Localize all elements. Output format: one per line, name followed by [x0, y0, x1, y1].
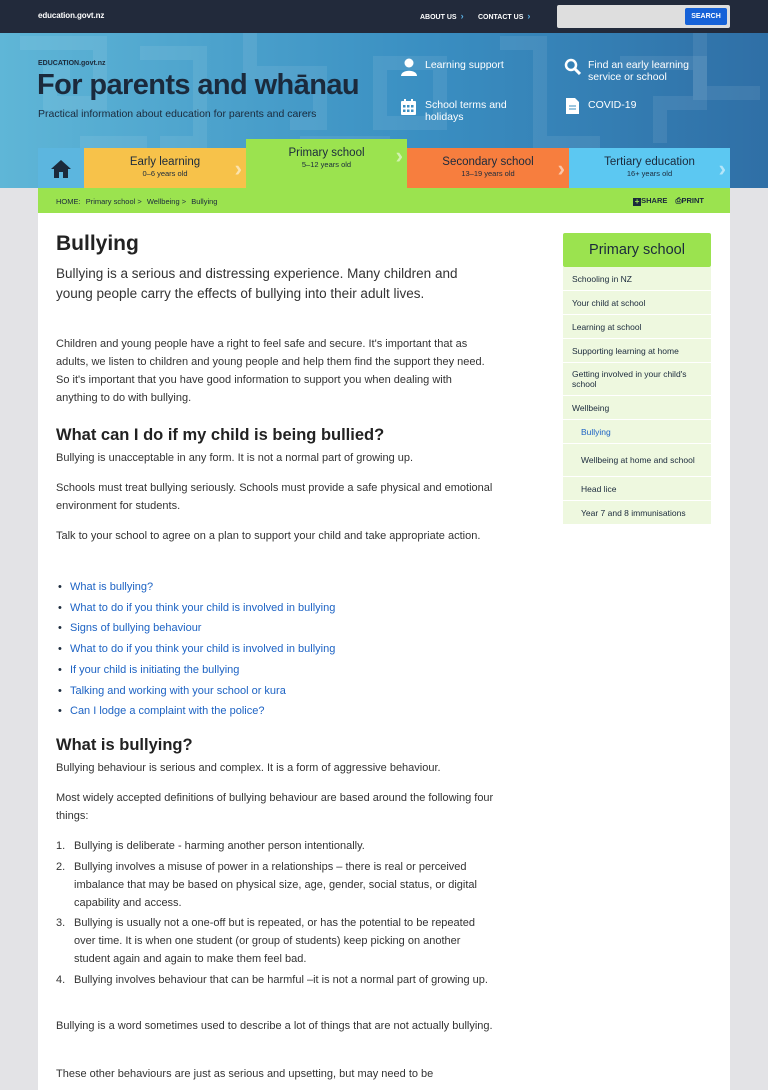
- list-item: 3. Bullying is usually not a one-off but is repeated, or has the potential to be repeated over time. It is when one student (or group of students) keep picking on another student again and again to make them feel bad.: [56, 917, 475, 966]
- article-link[interactable]: • Can I lodge a complaint with the police?: [70, 701, 335, 722]
- sidebar-item-schooling-in-nz[interactable]: Schooling in NZ: [563, 267, 711, 291]
- home-tab[interactable]: [38, 148, 84, 188]
- chevron-right-icon: ›: [234, 156, 242, 181]
- search-button[interactable]: SEARCH: [685, 8, 727, 25]
- document-icon: [566, 98, 579, 114]
- chevron-right-icon: ›: [460, 11, 464, 21]
- breadcrumb-item[interactable]: Wellbeing >: [146, 197, 187, 206]
- tab-primary-school[interactable]: Primary school 5–12 years old ›: [246, 139, 407, 188]
- sidebar-item-bullying[interactable]: Bullying: [563, 420, 711, 444]
- article-lead: Bullying is a serious and distressing experience. Many children and young people carry the effects of bullying into their adult lives.: [56, 266, 458, 301]
- sidebar-item-your-child-at-school[interactable]: Your child at school: [563, 291, 711, 315]
- printer-icon: ⎙: [675, 196, 682, 205]
- chevron-right-icon: ›: [557, 156, 565, 181]
- chevron-right-icon: ›: [527, 11, 531, 21]
- article-link[interactable]: • If your child is initiating the bullying: [70, 660, 335, 681]
- plus-icon: +: [634, 197, 640, 206]
- article-title: Bullying: [56, 232, 139, 255]
- share-button[interactable]: + SHARE: [634, 196, 668, 206]
- breadcrumb-item[interactable]: Primary school >: [85, 197, 142, 206]
- breadcrumb-home[interactable]: HOME:: [56, 197, 81, 206]
- breadcrumb-bar: [38, 188, 730, 213]
- tab-secondary-school[interactable]: Secondary school 13–19 years old ›: [407, 148, 569, 188]
- sidebar-item-immunisations[interactable]: Year 7 and 8 immunisations: [563, 501, 711, 525]
- page-title: For parents and whānau: [37, 69, 359, 101]
- share-print: [633, 196, 704, 206]
- breadcrumb: [56, 197, 220, 206]
- search-input[interactable]: [557, 5, 730, 28]
- person-icon: [401, 58, 417, 76]
- chevron-right-icon: ›: [395, 143, 403, 168]
- article-link[interactable]: • Talking and working with your school or kura: [70, 681, 335, 702]
- contact-us-link[interactable]: CONTACT US ›: [478, 11, 531, 21]
- article-link[interactable]: • What to do if you think your child is involved in bullying: [70, 598, 335, 619]
- paragraph: Talk to your school to agree on a plan to support your child and take appropriate action.: [56, 530, 481, 542]
- article-link[interactable]: • What is bullying?: [70, 577, 335, 598]
- quick-link-covid[interactable]: COVID-19: [588, 99, 698, 111]
- paragraph: Bullying behaviour is serious and complex. It is a form of aggressive behaviour.: [56, 762, 441, 774]
- paragraph: Bullying is unacceptable in any form. It is not a normal part of growing up.: [56, 452, 414, 464]
- home-icon: [50, 159, 72, 179]
- sidebar-item-wellbeing[interactable]: Wellbeing: [563, 396, 711, 420]
- sidebar-item-wellbeing-home-school[interactable]: Wellbeing at home and school: [563, 444, 711, 477]
- list-item: 1. Bullying is deliberate - harming another person intentionally.: [56, 840, 365, 852]
- calendar-icon: [401, 99, 416, 115]
- paragraph: These other behaviours are just as serious and upsetting, but may need to be: [56, 1068, 434, 1080]
- sidebar-title[interactable]: Primary school: [563, 233, 711, 267]
- heading-what-can-i-do: What can I do if my child is being bullied?: [56, 426, 385, 444]
- article-intro: Children and young people have a right to feel safe and secure. It's important that as adults, we listen to children and young people and help them find the support they need. So it's important that you have good information to support you when dealing with anything to do with bullying.: [56, 338, 485, 404]
- list-item: 4. Bullying involves behaviour that can be harmful –it is not a normal part of growing up.: [56, 974, 488, 987]
- breadcrumb-current: Bullying: [191, 197, 218, 206]
- quick-link-school-terms[interactable]: School terms and holidays: [425, 99, 535, 123]
- hero-brand: EDUCATION.govt.nz: [38, 60, 106, 67]
- paragraph: Schools must treat bullying seriously. Schools must provide a safe physical and emotional environment for students.: [56, 482, 493, 512]
- site-logo[interactable]: education.govt.nz: [38, 11, 105, 20]
- paragraph: Bullying is a word sometimes used to describe a lot of things that are not actually bullying.: [56, 1020, 493, 1032]
- paragraph: Most widely accepted definitions of bullying behaviour are based around the following four things:: [56, 792, 494, 822]
- sidebar-item-head-lice[interactable]: Head lice: [563, 477, 711, 501]
- chevron-right-icon: ›: [718, 156, 726, 181]
- content-area: [38, 213, 730, 1090]
- quick-link-find-service[interactable]: Find an early learning service or school: [588, 59, 708, 83]
- search-icon: [564, 58, 581, 75]
- definitions-list: [56, 837, 496, 992]
- heading-what-is-bullying: What is bullying?: [56, 736, 193, 754]
- about-us-link[interactable]: ABOUT US ›: [420, 11, 464, 21]
- sidebar-item-getting-involved[interactable]: Getting involved in your child's school: [563, 363, 711, 396]
- article-link[interactable]: • What to do if you think your child is involved in bullying: [70, 639, 335, 660]
- category-tabs: [38, 143, 730, 188]
- sidebar-item-learning-at-school[interactable]: Learning at school: [563, 315, 711, 339]
- list-item: 2. Bullying involves a misuse of power in a relationships – there is real or perceived imbalance that may be based on physical size, age, gender, social status, or digital capability and access.: [56, 860, 477, 909]
- top-bar: [0, 0, 768, 33]
- article-link[interactable]: • Signs of bullying behaviour: [70, 618, 335, 639]
- tab-tertiary-education[interactable]: Tertiary education 16+ years old ›: [569, 148, 730, 188]
- article-link-list: [70, 577, 335, 722]
- tab-early-learning[interactable]: Early learning 0–6 years old ›: [84, 148, 246, 188]
- print-button[interactable]: ⎙PRINT: [675, 196, 704, 205]
- hero-subtitle: Practical information about education for parents and carers: [38, 108, 317, 120]
- sidebar: [563, 233, 711, 525]
- sidebar-item-supporting-learning[interactable]: Supporting learning at home: [563, 339, 711, 363]
- quick-link-learning-support[interactable]: Learning support: [425, 59, 545, 71]
